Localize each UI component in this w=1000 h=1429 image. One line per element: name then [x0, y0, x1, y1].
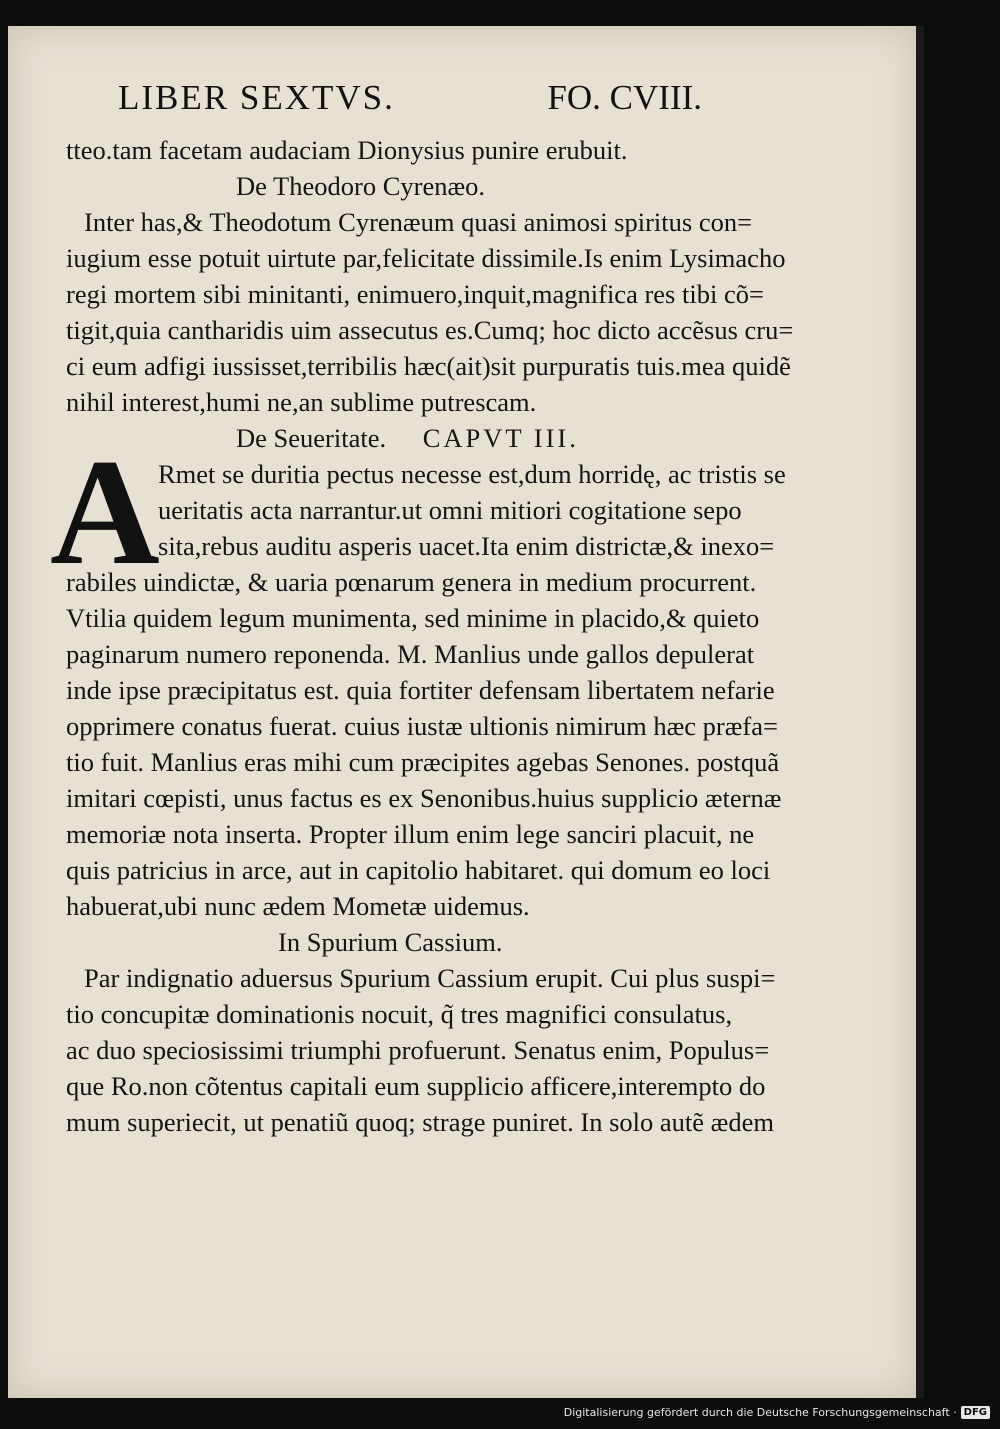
- text-line: rabiles uindictæ, & uaria pœnarum genera in medium procurrent.: [66, 567, 757, 597]
- dfg-logo-icon: DFG: [961, 1406, 990, 1419]
- running-title: LIBER SEXTVS.: [118, 78, 395, 117]
- text-line: tteo.tam facetam audaciam Dionysius punire erubuit.: [66, 135, 628, 165]
- text-line: Rmet se duritia pectus necesse est,dum horridę, ac tristis se: [158, 459, 786, 489]
- digitization-credit: [564, 1406, 990, 1419]
- chapter-label: CAPVT III.: [422, 423, 579, 453]
- page-edge: [916, 26, 924, 1398]
- text-line: ci eum adfigi iussisset,terribilis hæc(ait)sit purpuratis tuis.mea quidẽ: [66, 351, 791, 381]
- page-header: [8, 78, 916, 128]
- text-line: iugium esse potuit uirtute par,felicitate dissimile.Is enim Lysimacho: [66, 243, 786, 273]
- text-line: tigit,quia cantharidis uim assecutus es.Cumq; hoc dicto accẽsus cru=: [66, 315, 794, 345]
- text-line: regi mortem sibi minitanti, enimuero,inquit,magnifica res tibi cõ=: [66, 279, 764, 309]
- text-line: tio concupitæ dominationis nocuit, q̃ tres magnifici consulatus,: [66, 999, 733, 1029]
- text-line: mum superiecit, ut penatiũ quoq; strage puniret. In solo autẽ ædem: [66, 1107, 774, 1137]
- text-line: nihil interest,humi ne,an sublime putrescam.: [66, 387, 537, 417]
- text-line: quis patricius in arce, aut in capitolio habitaret. qui domum eo loci: [66, 855, 771, 885]
- text-line: memoriæ nota inserta. Propter illum enim lege sanciri placuit, ne: [66, 819, 755, 849]
- folio-number: FO. CVIII.: [547, 78, 702, 117]
- chapter-heading: [66, 420, 766, 456]
- text-line: tio fuit. Manlius eras mihi cum præcipites agebas Senones. postquã: [66, 747, 780, 777]
- section-heading: De Theodoro Cyrenæo.: [236, 171, 486, 201]
- text-line: imitari cœpisti, unus factus es ex Senonibus.huius supplicio æternæ: [66, 783, 782, 813]
- text-line: opprimere conatus fuerat. cuius iustæ ultionis nimirum hæc præfa=: [66, 711, 778, 741]
- text-line: que Ro.non cõtentus capitali eum supplicio afficere,interempto do: [66, 1071, 766, 1101]
- text-line: Par indignatio aduersus Spurium Cassium erupit. Cui plus suspi=: [84, 963, 776, 993]
- text-line: paginarum numero reponenda. M. Manlius unde gallos depulerat: [66, 639, 755, 669]
- book-page: [8, 26, 916, 1398]
- text-line: ac duo speciosissimi triumphi profuerunt. Senatus enim, Populus=: [66, 1035, 770, 1065]
- text-line: inde ipse præcipitatus est. quia fortiter defensam libertatem nefarie: [66, 675, 775, 705]
- drop-cap: A: [50, 428, 160, 596]
- credit-text: Digitalisierung gefördert durch die Deutsche Forschungsgemeinschaft ·: [563, 1406, 957, 1419]
- text-line: ueritatis acta narrantur.ut omni mitiori cogitatione sepo: [158, 495, 742, 525]
- chapter-title: De Seueritate.: [236, 423, 387, 453]
- section-heading: In Spurium Cassium.: [278, 927, 503, 957]
- text-line: Inter has,& Theodotum Cyrenæum quasi animosi spiritus con=: [84, 207, 753, 237]
- text-line: Vtilia quidem legum munimenta, sed minime in placido,& quieto: [66, 603, 760, 633]
- text-line: sita,rebus auditu asperis uacet.Ita enim districtæ,& inexo=: [158, 531, 775, 561]
- text-line: habuerat,ubi nunc ædem Mometæ uidemus.: [66, 891, 530, 921]
- page-text: [50, 132, 794, 1140]
